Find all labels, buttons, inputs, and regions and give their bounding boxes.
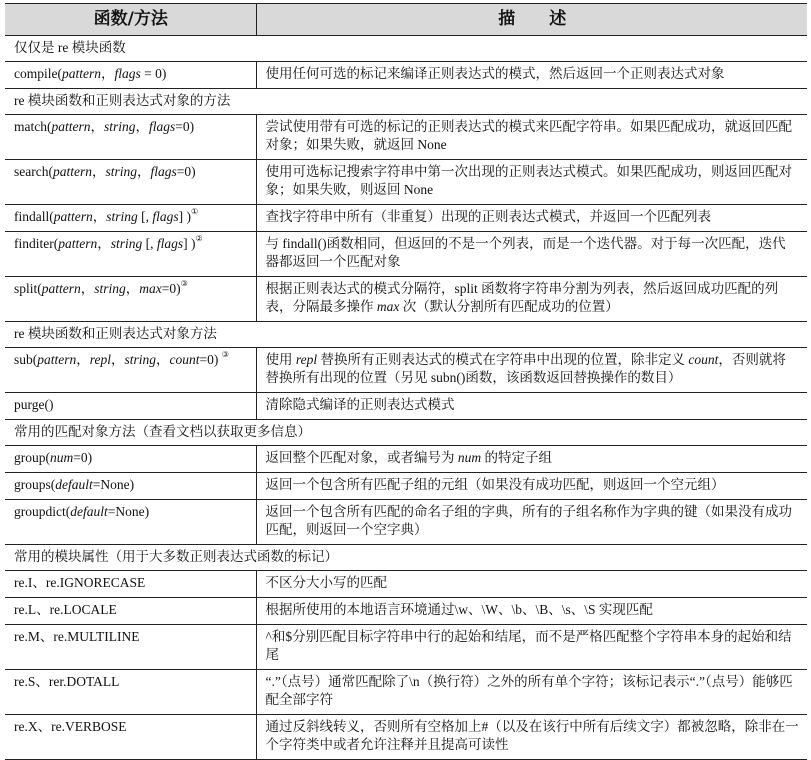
function-cell <box>5 232 256 277</box>
function-cell <box>5 115 256 160</box>
text-segment: match( <box>14 119 52 134</box>
text-segment: 返回一个包含所有匹配的命名子组的字典，所有的子组名称作为字典的键（如果没有成功匹配，则返回一个空字典） <box>265 504 792 537</box>
function-cell <box>5 670 256 715</box>
italic-param: count <box>169 352 200 367</box>
function-cell <box>5 500 256 545</box>
text-segment: 尝试使用带有可选的标记的正则表达式的模式来匹配字符串。如果匹配成功，就返回匹配对象；如果失败，就返回 None <box>265 119 792 152</box>
function-cell <box>5 393 256 420</box>
text-segment: =0) <box>73 450 93 465</box>
text-segment: 清除隐式编译的正则表达式模式 <box>265 397 455 412</box>
italic-param: repl <box>295 352 318 367</box>
description-cell <box>256 598 807 625</box>
function-cell <box>5 473 256 500</box>
italic-param: num <box>457 450 482 465</box>
italic-param: string <box>94 281 126 296</box>
table-row <box>5 232 807 277</box>
description-cell <box>256 115 807 160</box>
description-cell <box>256 232 807 277</box>
description-cell <box>256 670 807 715</box>
italic-param: string <box>103 119 136 134</box>
description-cell <box>256 715 807 760</box>
italic-param: pattern <box>41 281 81 296</box>
text-segment: 根据正则表达式的模式分隔符，split 函数将字符串分割为列表，然后返回成功匹配的列表，分隔最多操作 <box>265 281 779 314</box>
text-segment: re.S、rer.DOTALL <box>14 674 120 689</box>
text-segment: [, <box>142 236 157 251</box>
italic-param: pattern <box>58 236 98 251</box>
text-segment: 根据所使用的本地语言环境通过\w、\W、\b、\B、\s、\S 实现匹配 <box>265 602 653 617</box>
description-cell <box>256 571 807 598</box>
function-cell <box>5 348 256 393</box>
table-row <box>5 500 807 545</box>
footnote-marker: ③ <box>180 279 188 288</box>
text-segment: ] ) <box>178 209 192 224</box>
italic-param: pattern <box>51 119 91 134</box>
italic-param: pattern <box>53 209 93 224</box>
text-segment: purge() <box>14 397 54 412</box>
description-cell <box>256 348 807 393</box>
italic-param: default <box>55 477 93 492</box>
text-segment: =0) <box>161 281 181 296</box>
section-title: 常用的模块属性（用于大多数正则表达式函数的标记） <box>5 545 807 571</box>
description-cell <box>256 500 807 545</box>
text-segment: groupdict( <box>14 504 71 519</box>
italic-param: flags <box>114 66 141 81</box>
text-segment: 通过反斜线转义，否则所有空格加上#（以及在该行中所有后续文字）都被忽略，除非在一个字符类中或者允许注释并且提高可读性 <box>265 719 799 752</box>
text-segment: ，否则就将替换所有出现的位置（另见 subn()函数，该函数返回替换操作的数目） <box>265 352 786 385</box>
text-segment: ， <box>137 164 151 179</box>
text-segment: 查找字符串中所有（非重复）出现的正则表达式模式，并返回一个匹配列表 <box>265 209 711 224</box>
function-cell <box>5 160 256 205</box>
function-cell <box>5 446 256 473</box>
description-cell <box>256 277 807 322</box>
text-segment: search( <box>14 164 53 179</box>
description-cell <box>256 625 807 670</box>
function-cell <box>5 571 256 598</box>
section-header-row <box>5 322 807 348</box>
text-segment: ^和$分别匹配目标字符串中行的起始和结尾，而不是严格匹配整个字符串本身的起始和结尾 <box>265 629 792 662</box>
text-segment: ， <box>100 66 115 81</box>
footnote-marker: ③ <box>221 350 229 359</box>
section-title: 常用的匹配对象方法（查看文档以获取更多信息） <box>5 420 807 446</box>
text-segment: ] ) <box>183 236 196 251</box>
section-header-row <box>5 89 807 115</box>
text-segment: =None) <box>107 504 150 519</box>
text-segment: ， <box>97 236 111 251</box>
table-row <box>5 160 807 205</box>
italic-param: string <box>124 352 157 367</box>
text-segment: =None) <box>92 477 135 492</box>
section-header-row <box>5 545 807 571</box>
regex-reference-table <box>5 3 807 760</box>
description-cell <box>256 393 807 420</box>
text-segment: =0) <box>199 352 222 367</box>
header-function-method: 函数/方法 <box>5 4 256 36</box>
description-cell <box>256 205 807 232</box>
italic-param: pattern <box>52 164 92 179</box>
text-segment: 使用 <box>265 352 296 367</box>
table-row <box>5 205 807 232</box>
text-segment: ， <box>91 164 106 179</box>
section-header-row <box>5 420 807 446</box>
text-segment: =0) <box>176 164 196 179</box>
italic-param: flags <box>150 164 177 179</box>
text-segment: re.L、re.LOCALE <box>14 602 117 617</box>
function-cell <box>5 715 256 760</box>
text-segment: 返回一个包含所有匹配子组的元组（如果没有成功匹配，则返回一个空元组） <box>265 477 725 492</box>
text-segment: 与 findall()函数相同，但返回的不是一个列表，而是一个迭代器。对于每一次匹配，迭代器都返回一个匹配对象 <box>265 236 786 269</box>
text-segment: ， <box>76 352 90 367</box>
footnote-marker: ① <box>191 207 199 216</box>
text-segment: split( <box>14 281 42 296</box>
text-segment: 不区分大小写的匹配 <box>265 575 387 590</box>
footnote-marker: ② <box>195 234 203 243</box>
text-segment: ， <box>90 119 104 134</box>
text-segment: 替换所有正则表达式的模式在字符串中出现的位置，除非定义 <box>317 352 689 367</box>
description-cell <box>256 160 807 205</box>
section-title: re 模块函数和正则表达式对象的方法 <box>5 89 807 115</box>
table-row <box>5 446 807 473</box>
text-segment: =0) <box>175 119 195 134</box>
table-row <box>5 670 807 715</box>
table-row <box>5 348 807 393</box>
text-segment: groups( <box>14 477 56 492</box>
italic-param: string <box>110 236 143 251</box>
italic-param: default <box>70 504 108 519</box>
italic-param: pattern <box>37 352 77 367</box>
italic-param: flags <box>152 209 179 224</box>
table-row <box>5 598 807 625</box>
table-row <box>5 62 807 89</box>
table-row <box>5 277 807 322</box>
text-segment: ， <box>156 352 170 367</box>
text-segment: group( <box>14 450 50 465</box>
header-description: 描 述 <box>256 4 807 36</box>
text-segment: compile( <box>14 66 62 81</box>
text-segment: = 0) <box>140 66 167 81</box>
text-segment: [, <box>137 209 153 224</box>
table-row <box>5 393 807 420</box>
text-segment: finditer( <box>14 236 59 251</box>
text-segment: ， <box>92 209 107 224</box>
text-segment: ， <box>111 352 125 367</box>
table-header-row <box>5 4 807 36</box>
function-cell <box>5 205 256 232</box>
text-segment: sub( <box>14 352 38 367</box>
table-row <box>5 625 807 670</box>
text-segment: 次（默认分割所有匹配成功的位置） <box>399 299 619 314</box>
function-cell <box>5 277 256 322</box>
italic-param: max <box>139 281 162 296</box>
table-row <box>5 115 807 160</box>
text-segment: re.M、re.MULTILINE <box>14 629 140 644</box>
section-title: 仅仅是 re 模块函数 <box>5 36 807 62</box>
description-cell <box>256 446 807 473</box>
function-cell <box>5 62 256 89</box>
text-segment: 返回整个匹配对象，或者编号为 <box>265 450 458 465</box>
italic-param: string <box>106 209 138 224</box>
function-cell <box>5 598 256 625</box>
text-segment: ， <box>135 119 149 134</box>
italic-param: flags <box>156 236 184 251</box>
text-segment: ， <box>125 281 140 296</box>
italic-param: num <box>50 450 74 465</box>
function-cell <box>5 625 256 670</box>
text-segment: “.”（点号）通常匹配除了\n（换行符）之外的所有单个字符；该标记表示“.”（点号）能够匹配全部字符 <box>265 674 793 707</box>
section-header-row <box>5 36 807 62</box>
text-segment: 的特定子组 <box>481 450 552 465</box>
text-segment: re.I、re.IGNORECASE <box>14 575 146 590</box>
italic-param: flags <box>149 119 176 134</box>
italic-param: string <box>105 164 137 179</box>
text-segment: 使用可选标记搜索字符串中第一次出现的正则表达式模式。如果匹配成功，则返回匹配对象；如果失败，则返回 None <box>265 164 792 197</box>
table-body <box>5 36 807 760</box>
italic-param: pattern <box>61 66 101 81</box>
table-row <box>5 473 807 500</box>
text-segment: ， <box>80 281 95 296</box>
italic-param: max <box>376 299 400 314</box>
italic-param: count <box>688 352 719 367</box>
description-cell <box>256 62 807 89</box>
text-segment: 使用任何可选的标记来编译正则表达式的模式，然后返回一个正则表达式对象 <box>265 66 725 81</box>
section-title: re 模块函数和正则表达式对象方法 <box>5 322 807 348</box>
table-row <box>5 571 807 598</box>
description-cell <box>256 473 807 500</box>
table-row <box>5 715 807 760</box>
text-segment: re.X、re.VERBOSE <box>14 719 127 734</box>
italic-param: repl <box>89 352 111 367</box>
text-segment: findall( <box>14 209 54 224</box>
